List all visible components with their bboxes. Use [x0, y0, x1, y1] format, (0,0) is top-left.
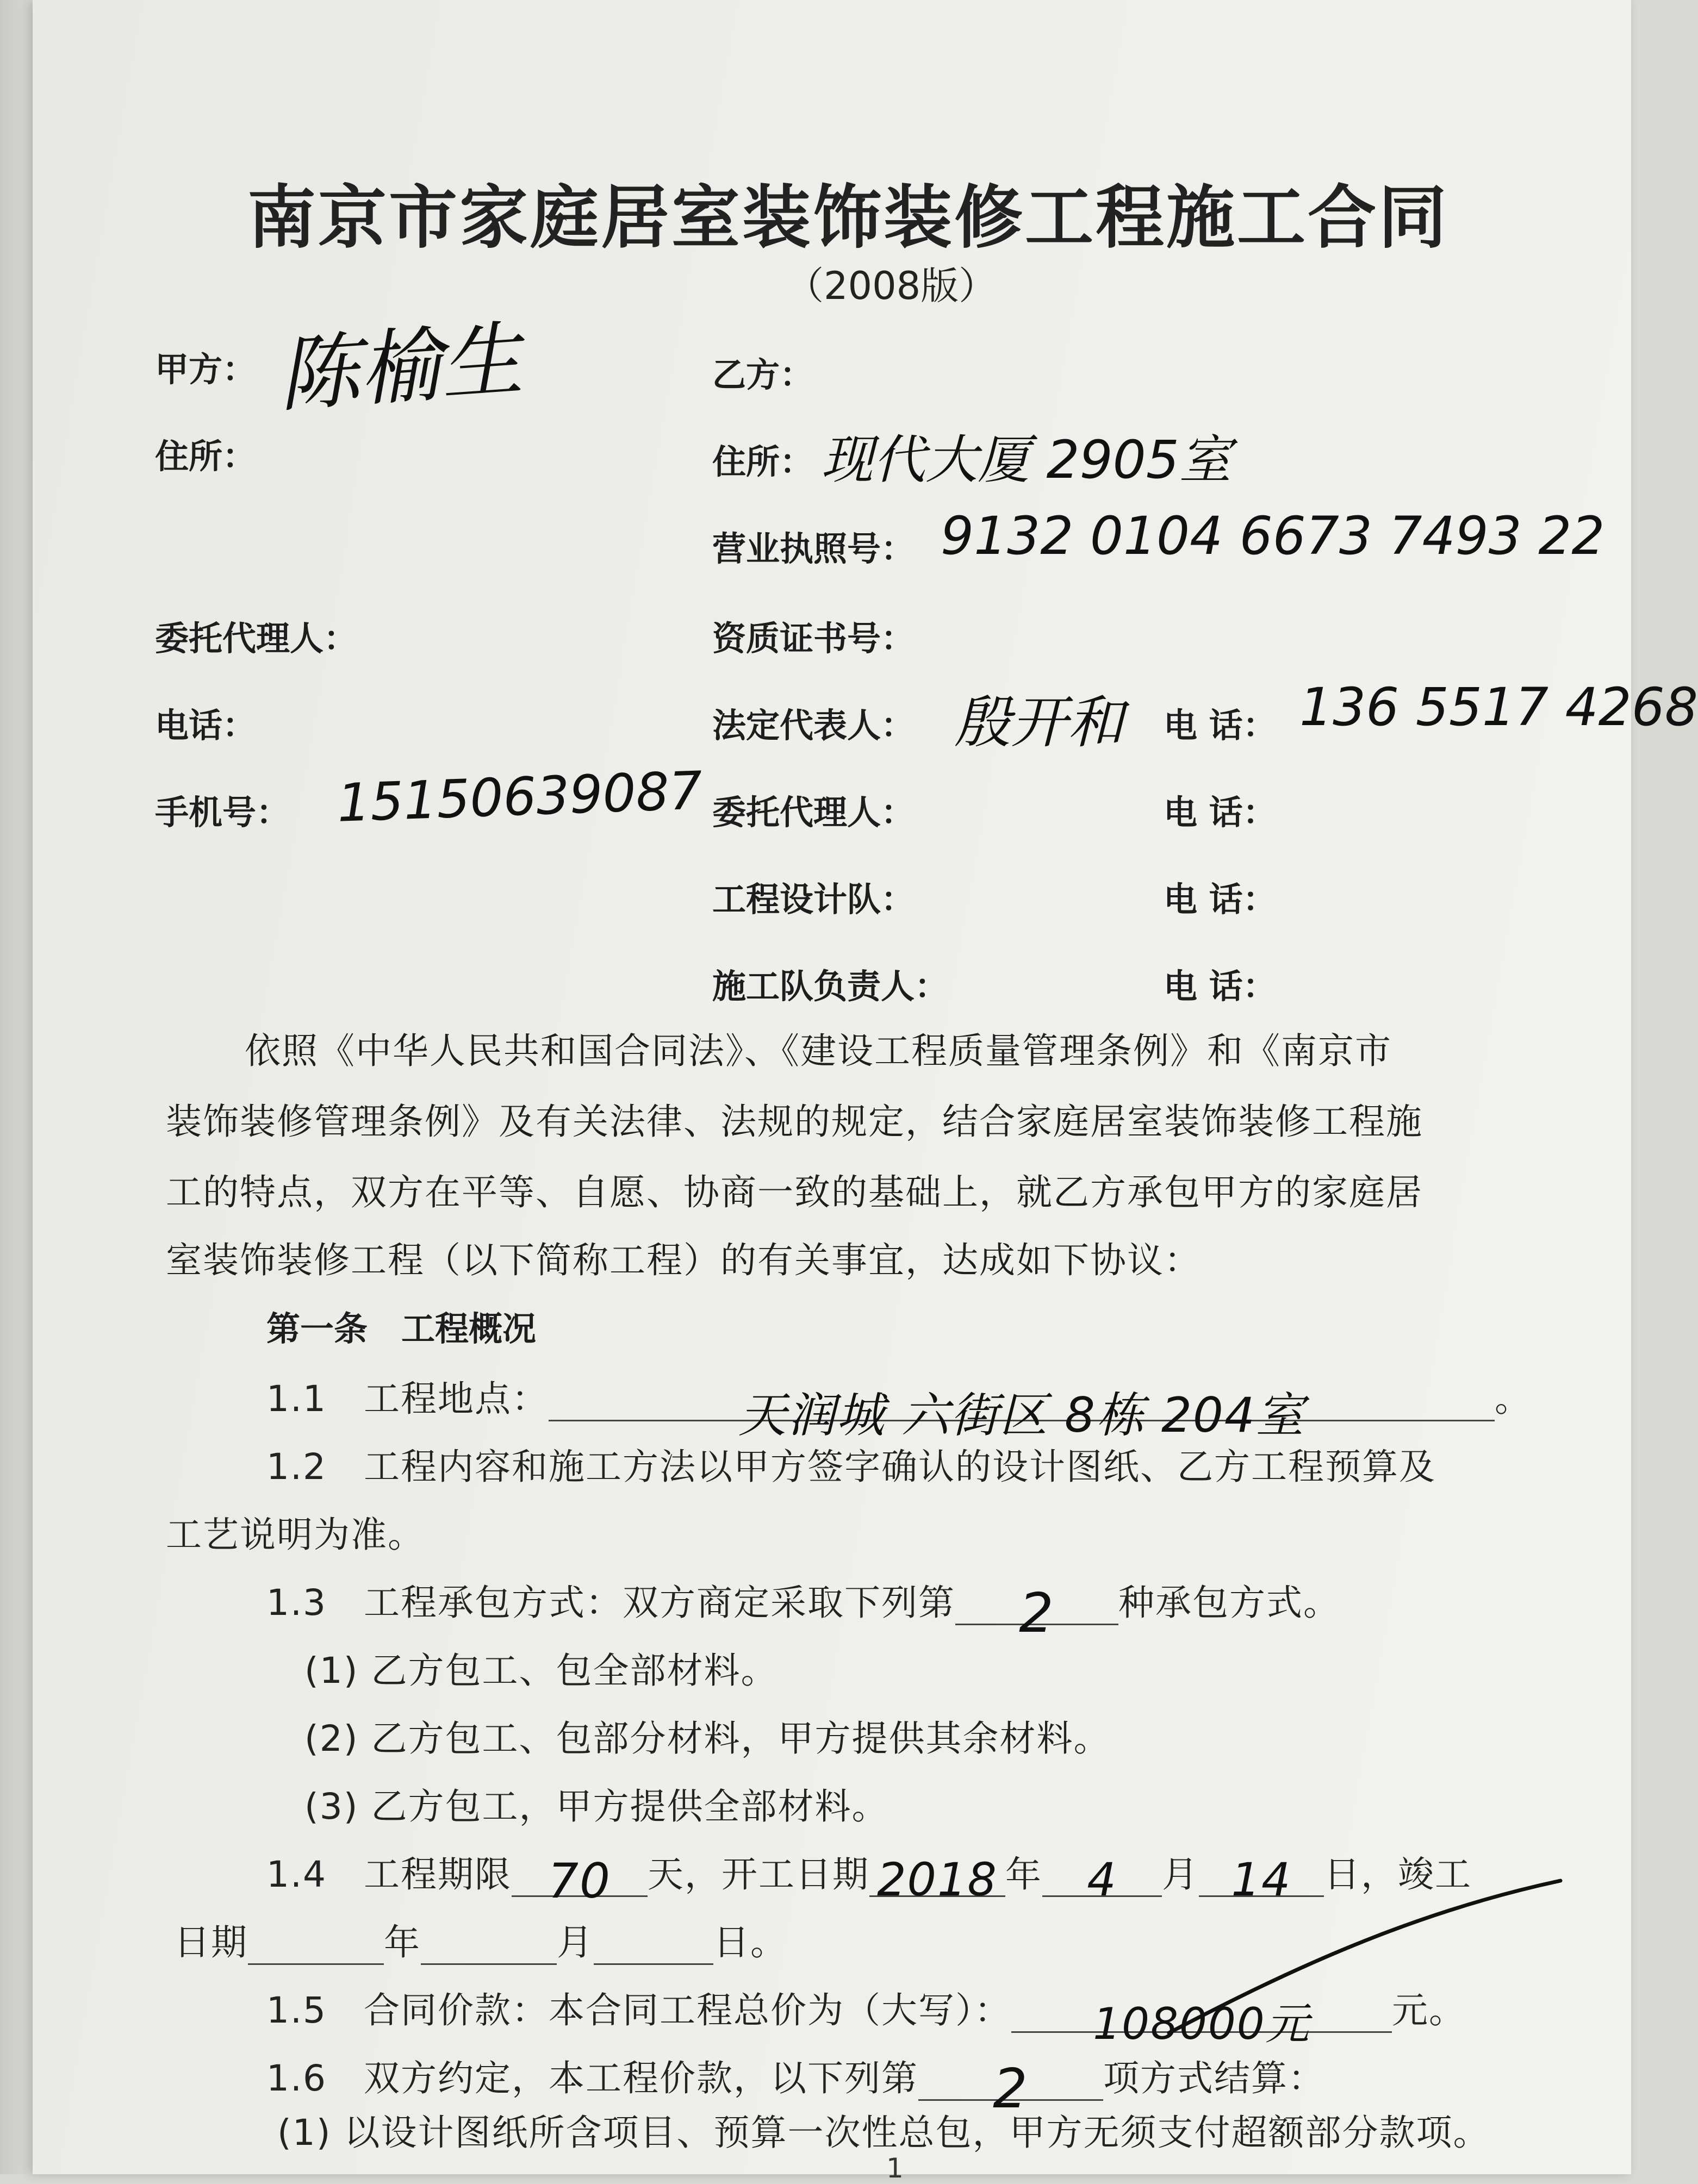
- clause-1-6-post: 项方式结算：: [1103, 2057, 1325, 2099]
- start-day-value: 14: [1231, 1853, 1292, 1906]
- party-a-mobile-label: 手机号：: [155, 793, 290, 832]
- party-b-qualification-label: 资质证书号：: [712, 619, 915, 658]
- clause-1-3-pre: 1.3 工程承包方式：双方商定采取下列第: [266, 1582, 955, 1624]
- clause-1-2-line-2: 工艺说明为准。: [166, 1514, 425, 1556]
- completion-year-field: [248, 1921, 384, 1965]
- start-month-field: [1042, 1853, 1162, 1906]
- clause-1-6: [266, 2049, 1325, 2120]
- preamble-line-3: 工的特点，双方在平等、自愿、协商一致的基础上，就乙方承包甲方的家庭居: [166, 1171, 1423, 1213]
- contract-title: 南京市家庭居室装饰装修工程施工合同: [247, 177, 1449, 258]
- start-year-value: 2018: [877, 1853, 998, 1906]
- clause-1-1-end: 。: [1494, 1378, 1532, 1420]
- party-b-design-phone-label: 电 话：: [1164, 879, 1277, 919]
- option-2: (2) 乙方包工、包部分材料，甲方提供其余材料。: [304, 1718, 1111, 1759]
- party-b-crew-leader-label: 施工队负责人：: [712, 966, 949, 1006]
- party-b-address-value: 现代大厦 2905室: [821, 429, 1231, 490]
- completion-day-field: [594, 1921, 713, 1965]
- start-day-unit: 日，竣工: [1323, 1854, 1472, 1895]
- duration-field: [512, 1853, 648, 1909]
- contract-edition: （2008版）: [786, 264, 997, 308]
- option-1: (1) 乙方包工、包全部材料。: [304, 1650, 778, 1692]
- site-address-field: [549, 1377, 1495, 1443]
- preamble-line-1: 依照《中华人民共和国合同法》、《建设工程质量管理条例》和《南京市: [245, 1030, 1392, 1072]
- clause-1-3: [266, 1574, 1340, 1645]
- contract-page: [33, 0, 1698, 2184]
- party-a-address-label: 住所：: [155, 436, 257, 476]
- party-b-agent-label: 委托代理人：: [712, 793, 915, 832]
- clause-1-3-post: 种承包方式。: [1118, 1582, 1340, 1624]
- start-year-unit: 年: [1005, 1854, 1042, 1895]
- party-b-label: 乙方：: [712, 355, 814, 395]
- party-b-legal-rep-label: 法定代表人：: [712, 706, 915, 745]
- clause-1-5-pre: 1.5 合同价款：本合同工程总价为（大写）：: [266, 1989, 1011, 2031]
- option-3: (3) 乙方包工，甲方提供全部材料。: [304, 1786, 889, 1827]
- party-b-agent-phone-label: 电 话：: [1164, 793, 1277, 832]
- clause-1-4-pre: 1.4 工程期限: [266, 1854, 512, 1895]
- site-address-value: 天润城 六街区 8栋 204室: [738, 1387, 1305, 1443]
- clause-1-5-post: 元。: [1391, 1989, 1466, 2031]
- party-b-license-label: 营业执照号：: [712, 529, 915, 569]
- pen-strike-mark: [1147, 1864, 1571, 2044]
- clause-1-1: [266, 1370, 1532, 1443]
- clause-1-6-pre: 1.6 双方约定，本工程价款，以下列第: [266, 2057, 918, 2099]
- duration-value: 70: [548, 1853, 611, 1909]
- party-b-phone-value: 136 5517 4268: [1299, 677, 1698, 738]
- clause-1-2-line-1: 1.2 工程内容和施工方法以甲方签字确认的设计图纸、乙方工程预算及: [266, 1446, 1436, 1488]
- preamble-line-4: 室装饰装修工程（以下简称工程）的有关事宜，达成如下协议：: [166, 1239, 1201, 1281]
- page-number: 1: [886, 2152, 904, 2184]
- preamble-line-2: 装饰装修管理条例》及有关法律、法规的规定，结合家庭居室装饰装修工程施: [166, 1101, 1423, 1143]
- party-b-address-label: 住所：: [712, 442, 814, 482]
- party-b-legal-rep-value: 殷开和: [954, 689, 1124, 756]
- contract-mode-field: [955, 1581, 1118, 1645]
- duration-unit: 天，开工日期: [647, 1854, 869, 1895]
- party-a-label: 甲方：: [155, 350, 257, 389]
- start-month-unit: 月: [1161, 1854, 1199, 1895]
- settlement-mode-value: 2: [993, 2057, 1029, 2120]
- party-a-mobile-value: 15150639087: [336, 760, 704, 834]
- completion-month-field: [421, 1921, 557, 1965]
- contract-mode-value: 2: [1019, 1581, 1055, 1645]
- completion-month-unit: 月: [557, 1921, 594, 1963]
- party-a-name-handwritten: 陈榆生: [275, 312, 526, 424]
- party-b-crew-phone-label: 电 话：: [1164, 966, 1277, 1006]
- party-b-phone-label: 电 话：: [1164, 706, 1277, 745]
- clause-1-6-option-1: (1) 以设计图纸所含项目、预算一次性总包，甲方无须支付超额部分款项。: [277, 2112, 1490, 2154]
- completion-label: 日期: [174, 1921, 248, 1963]
- party-b-license-value: 9132 0104 6673 7493 22: [941, 506, 1605, 566]
- completion-year-unit: 年: [384, 1921, 421, 1963]
- settlement-mode-field: [918, 2057, 1103, 2120]
- clause-1-1-label: 1.1 工程地点：: [266, 1378, 549, 1420]
- article-1-heading: 第一条 工程概况: [266, 1309, 537, 1349]
- party-a-phone-label: 电话：: [155, 706, 257, 745]
- price-value: 108000元: [1093, 1999, 1310, 2049]
- start-year-field: [869, 1853, 1005, 1906]
- party-b-design-team-label: 工程设计队：: [712, 879, 915, 919]
- party-a-agent-label: 委托代理人：: [155, 619, 358, 658]
- clause-1-4-completion: [174, 1913, 787, 1965]
- completion-day-unit: 日。: [713, 1921, 787, 1963]
- start-month-value: 4: [1087, 1853, 1117, 1906]
